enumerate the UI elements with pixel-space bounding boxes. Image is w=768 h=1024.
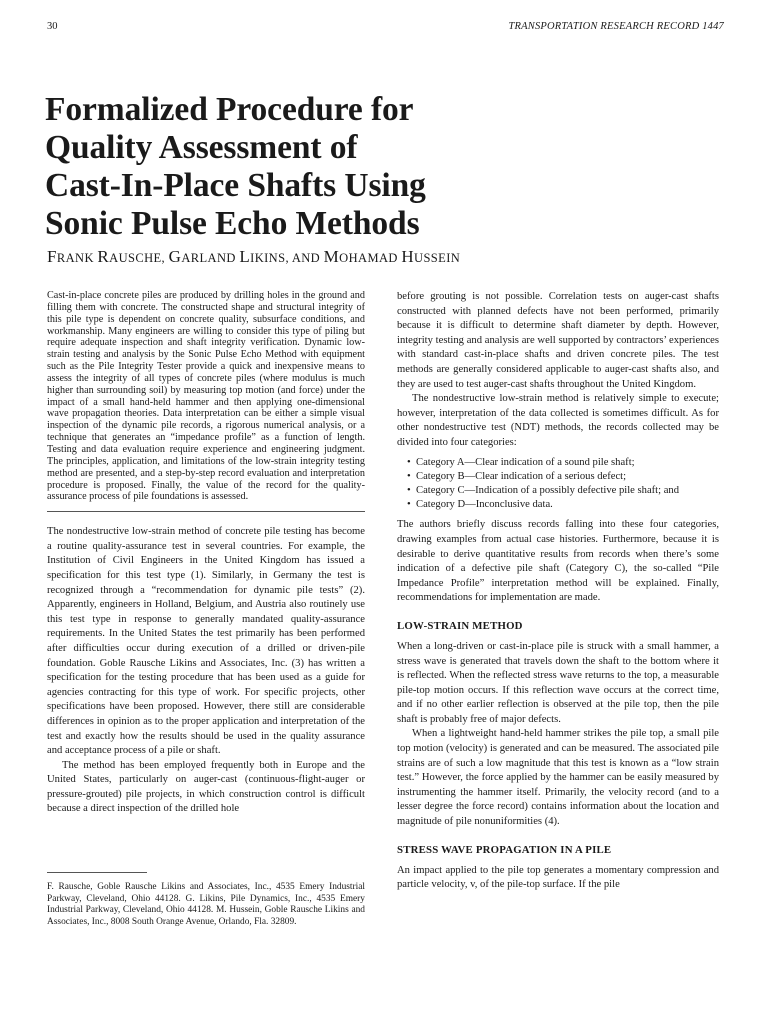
- stress-wave-paragraph-1: An impact applied to the pile top generates a momentary compression and particle velocity, v, of the pile-top surface. If the pile: [397, 864, 719, 891]
- author-text: USSEIN: [414, 251, 461, 265]
- article-title: [45, 91, 605, 243]
- category-text: Category A—Clear indication of a sound pile shaft;: [416, 456, 635, 468]
- left-column: [47, 290, 365, 817]
- ndt-paragraph: The nondestructive low-strain method is relatively simple to execute; however, interpretation of the data collected is sometimes difficult. As for other nondestructive test (NDT) methods, the records collected may be divided into four categories:: [397, 393, 719, 448]
- author-text: RANK: [56, 251, 98, 265]
- author-text: ARLAND: [181, 251, 240, 265]
- author-text: IKINS, AND: [250, 251, 324, 265]
- page-number: 30: [47, 21, 58, 32]
- author-text: G: [168, 247, 182, 266]
- abstract: [47, 290, 365, 503]
- category-text: Category D—Inconclusive data.: [416, 499, 553, 511]
- title-line-2: Quality Assessment of: [45, 129, 358, 166]
- list-item: [407, 498, 719, 512]
- bullet-icon: •: [407, 499, 411, 511]
- title-line-4: Sonic Pulse Echo Methods: [45, 205, 420, 242]
- list-item: [407, 484, 719, 498]
- continuation-paragraph: before grouting is not possible. Correlation tests on auger-cast shafts constructed with planned defects have not been performed, primarily because it is difficult to determine shaft diameter by depth. However, integrity testing and analysis are well supported by contractors’ experiences with standard cast-in-place shafts and driven concrete piles. The test methods are generally considered applicable to auger-cast shafts also, and they are used to test auger-cast shafts throughout the United Kingdom.: [397, 291, 719, 390]
- footnote-divider: [47, 872, 147, 873]
- author-text: F: [47, 247, 57, 266]
- author-text: OHAMAD: [339, 251, 402, 265]
- right-column: [397, 290, 719, 893]
- low-strain-paragraph-1: When a long-driven or cast-in-place pile is struck with a small hammer, a stress wave is generated that travels down the shaft to the bottom where it is reflected. When the reflected stress wave returns to the top, a measurable pile-top motion occurs. If this reflection wave occurs at the correct time, and if no other earlier reflection is observed at the pile top, then the pile shaft is probably free of major defects.: [397, 640, 719, 725]
- author-text: M: [323, 247, 340, 266]
- low-strain-paragraph-2: When a lightweight hand-held hammer strikes the pile top, a small pile top motion (velocity) is generated and can be measured. The associated pile strains are of such a low magnitude that this test is known as a “low strain test.” However, the force applied by the hammer can be easily measured by instrumenting the hammer itself. Primarily, the velocity record (and to a lesser degree the force record) contains information about the location and magnitude of pile nonuniformities (4).: [397, 728, 719, 828]
- bullet-icon: •: [407, 456, 411, 468]
- bullet-icon: •: [407, 470, 411, 482]
- title-line-3: Cast-In-Place Shafts Using: [45, 167, 426, 204]
- section-heading-stress-wave: STRESS WAVE PROPAGATION IN A PILE: [397, 843, 612, 856]
- abstract-text: Cast-in-place concrete piles are produced by drilling holes in the ground and filling them with concrete. The constructed shape and structural integrity of this pile type is dependent on concrete quality, subsurface conditions, and workmanship. Many engineers are willing to consider this type of piling but require adequate inspection and shaft integrity verification. Dynamic low-strain testing and analysis by the Sonic Pulse Echo Method with equipment such as the Pile Integrity Tester provide a quick and inexpensive means to assess the integrity of all types of concrete piles (where modulus is much higher than surrounding soil) by measuring top motion (and force) under the impact of a small hand-held hammer and then applying one-dimensional wave propagation theories. Data interpretation can be either a simple visual inspection of the dynamic pile records, a rigorous numerical analysis, or a technique that generates an “impedance profile” as a function of length. Testing and data evaluation require experience and engineering judgment. The principles, application, and limitations of the low-strain integrity testing method are presented, and a step-by-step record evaluation and interpretation procedure is proposed. Finally, the value of the record for the quality-assurance process of pile foundations is assessed.: [47, 290, 365, 503]
- method-paragraph: The method has been employed frequently both in Europe and the United States, particularly on auger-cast (continuous-flight-auger or pressure-grouted) pile projects, in which construction control is difficult because a direct inspection of the drilled hole: [47, 759, 365, 815]
- list-item: [407, 470, 719, 484]
- intro-paragraph: The nondestructive low-strain method of concrete pile testing has become a routine quality-assurance test in several countries. For example, the Institution of Civil Engineers in the United Kingdom has issued a specification for this test type (1). Similarly, in Germany the test is recognized through a “recommendation for dynamic pile tests” (2). Apparently, engineers in Holland, Belgium, and Austria also routinely use this test type in response to generally mandated quality-assurance requirements. In the United States the test primarily has been performed after difficulties occur during execution of a drilled or driven-pile foundation. Goble Rausche Likins and Associates, Inc. (3) has written a specification for the testing procedure that has been used as a guide for agencies contracting for this type of work. For specific projects, other specifications have been proposed. However, there still are considerable differences in opinion as to the proper application and interpretation of the test and exactly how the results should be used in the quality assurance and acceptance process of a pile or shaft.: [47, 526, 365, 757]
- author-text: L: [239, 247, 251, 266]
- author-text: AUSCHE,: [109, 251, 169, 265]
- category-text: Category B—Clear indication of a serious defect;: [416, 470, 627, 482]
- list-item: [407, 456, 719, 470]
- category-list: [397, 456, 719, 513]
- category-text: Category C—Indication of a possibly defective pile shaft; and: [416, 484, 680, 496]
- running-head: TRANSPORTATION RESEARCH RECORD 1447: [508, 21, 724, 32]
- author-line: [47, 247, 460, 267]
- section-heading-low-strain: LOW-STRAIN METHOD: [397, 619, 523, 632]
- author-text: H: [401, 247, 415, 266]
- author-text: R: [97, 247, 110, 266]
- title-line-1: Formalized Procedure for: [45, 91, 414, 128]
- authors-discussion-paragraph: The authors briefly discuss records falling into these four categories, drawing examples from actual case histories. Furthermore, because it is desirable to derive quantitative results from records when there’s some indication of a defective pile shaft (Category C), the so-called “Pile Impedance Profile” interpretation method will be explained. Finally, recommendations for implementation are made.: [397, 519, 719, 604]
- author-affiliation-footnote: F. Rausche, Goble Rausche Likins and Associates, Inc., 4535 Emery Industrial Parkway, Cleveland, Ohio 44128. G. Likins, Pile Dynamics, Inc., 4535 Emery Industrial Parkway, Cleveland, Ohio 44128. M. Hussein, Goble Rausche Likins and Associates, Inc., 8008 South Orange Avenue, Orlando, Fla. 32809.: [47, 882, 365, 928]
- bullet-icon: •: [407, 484, 411, 496]
- abstract-divider: [47, 511, 365, 512]
